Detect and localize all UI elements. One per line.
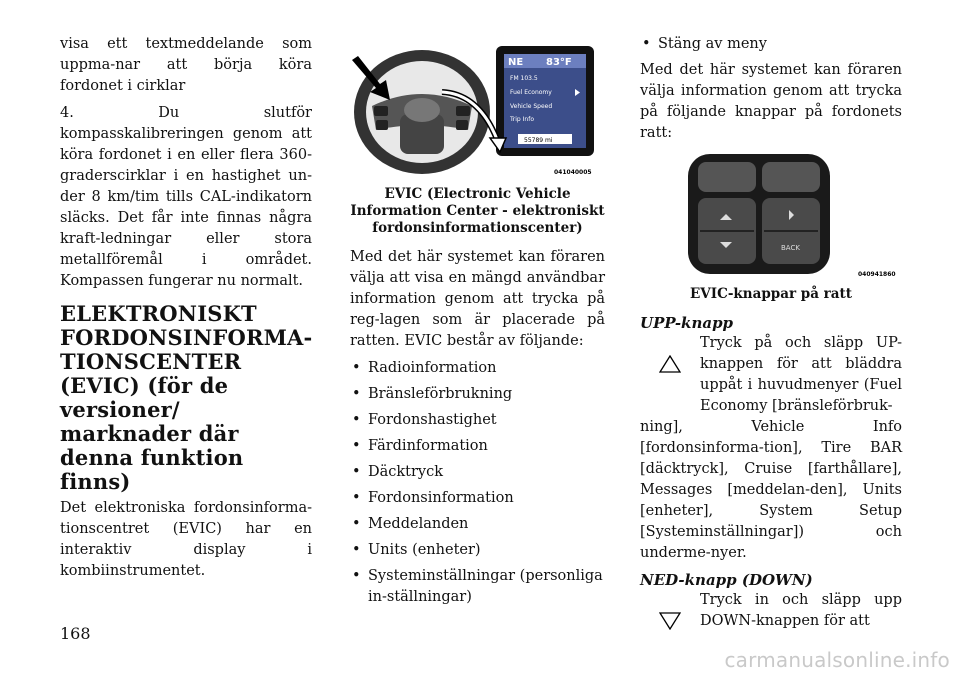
paragraph-evic-intro: Det elektroniska fordonsinforma-tionscentret (EVIC) har en interaktiv display i kombiinstrumentet. bbox=[60, 500, 312, 579]
list-item: • Bränsleförbrukning bbox=[350, 384, 605, 405]
display-item-fuel: Fuel Economy bbox=[510, 89, 552, 96]
evic-steering-wheel-figure bbox=[350, 34, 605, 182]
up-button-text-continued: ning], Vehicle Info [fordonsinforma-tion], Tire BAR [däcktryck], Cruise [farthållare], Messages [meddelan-den], Units [enheter], System Setup [Systeminställningar]) och underme-nyer. bbox=[640, 419, 902, 561]
section-heading-evic: ELEKTRONISKT FORDONSINFORMA-TIONSCENTER (EVIC) (för de versioner/ marknader där denna funktion finns) bbox=[60, 301, 313, 494]
down-triangle-icon bbox=[659, 612, 681, 630]
evic-display-illustration bbox=[496, 46, 594, 156]
down-button-heading: NED-knapp (DOWN) bbox=[640, 571, 813, 589]
display-odometer: 55789 mi bbox=[524, 137, 553, 144]
list-item: • Meddelanden bbox=[350, 514, 605, 535]
list-item: • Färdinformation bbox=[350, 436, 605, 457]
up-triangle-icon bbox=[659, 355, 681, 373]
back-button-label: BACK bbox=[781, 244, 800, 252]
list-item: • Systeminställningar (personliga in-ställningar) bbox=[350, 566, 605, 608]
down-button-row bbox=[640, 590, 902, 632]
steering-wheel-illustration bbox=[354, 50, 490, 174]
down-button-text: Tryck in och släpp upp DOWN-knappen för att bbox=[700, 592, 902, 629]
figure-code: 041040005 bbox=[554, 169, 592, 176]
button-pad-illustration bbox=[688, 154, 830, 274]
page-number: 168 bbox=[60, 624, 91, 643]
paragraph-intro: visa ett textmeddelande som uppma-nar att börja köra fordonet i cirklar bbox=[60, 36, 312, 94]
evic-buttons-figure bbox=[640, 150, 902, 282]
column-left bbox=[60, 34, 312, 588]
paragraph-evic-description: Med det här systemet kan föraren välja att visa en mängd användbar information genom att trycka på reg-lagen som är placerade på ratten. EVIC består av följande: bbox=[350, 249, 605, 349]
evic-feature-list bbox=[350, 358, 605, 608]
up-button-heading: UPP-knapp bbox=[640, 314, 734, 332]
list-item: • Fordonshastighet bbox=[350, 410, 605, 431]
list-item: • Units (enheter) bbox=[350, 540, 605, 561]
paragraph-calibration-step: 4. Du slutför kompasskalibreringen genom att köra fordonet i en eller flera 360-graderscirklar i en hastighet un-der 8 km/tim tills CAL-indikatorn släcks. Det får inte finnas några kraft-ledningar eller stora metallföremål i området. Kompassen fungerar nu normalt. bbox=[60, 105, 312, 289]
display-temp: 83°F bbox=[546, 57, 572, 68]
list-item: • Radioinformation bbox=[350, 358, 605, 379]
list-item: • Däcktryck bbox=[350, 462, 605, 483]
figure-caption-evic: EVIC (Electronic Vehicle Information Center - elektroniskt fordonsinformationscenter) bbox=[350, 186, 605, 236]
figure-caption-buttons: EVIC-knappar på ratt bbox=[690, 286, 852, 302]
column-right bbox=[640, 34, 902, 632]
list-item: • Fordonsinformation bbox=[350, 488, 605, 509]
display-item-speed: Vehicle Speed bbox=[510, 103, 553, 110]
figure-code: 040941860 bbox=[858, 271, 896, 278]
display-item-trip: Trip Info bbox=[510, 116, 534, 123]
column-middle bbox=[350, 34, 605, 613]
list-item: • Stäng av meny bbox=[640, 34, 902, 55]
watermark: carmanualsonline.info bbox=[724, 648, 950, 672]
display-direction: NE bbox=[508, 57, 524, 68]
display-item-radio: FM 103.5 bbox=[510, 75, 538, 82]
up-button-text: Tryck på och släpp UP-knappen för att bläddra uppåt i huvudmenyer (Fuel Economy [bränsleförbruk- bbox=[700, 335, 902, 414]
menu-list bbox=[640, 34, 902, 55]
up-button-row bbox=[640, 333, 902, 417]
paragraph-buttons-intro: Med det här systemet kan föraren välja information genom att trycka på följande knappar på fordonets ratt: bbox=[640, 62, 902, 141]
